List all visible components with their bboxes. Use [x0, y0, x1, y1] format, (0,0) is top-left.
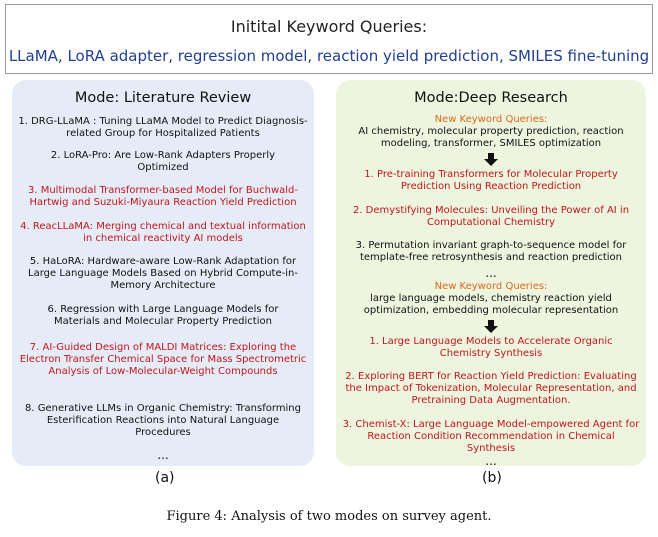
- deep-ellipsis-1: ...: [485, 266, 497, 280]
- deep-research-panel: [336, 80, 646, 466]
- deep-item-3: 3. Permutation invariant graph-to-sequence model for template-free retrosynthesis and reaction prediction: [355, 240, 627, 263]
- literature-review-title: Mode: Literature Review: [74, 90, 252, 106]
- lit-item-8: 8. Generative LLMs in Organic Chemistry: Transforming Esterification Reactions into Natural Language Procedures: [24, 403, 301, 438]
- lit-item-3: 3. Multimodal Transformer-based Model for Buchwald-Hartwig and Suzuki-Miyaura Reaction Yield Prediction: [28, 185, 298, 208]
- deep-item-5: 2. Exploring BERT for Reaction Yield Prediction: Evaluating the Impact of Tokenization, Molecular Representation, and Pretraining Data Augmentation.: [345, 371, 637, 406]
- figure-caption: Figure 4: Analysis of two modes on survey agent.: [166, 509, 492, 524]
- initial-keywords-title: Initital Keyword Queries:: [230, 17, 428, 36]
- lit-item-7: 7. AI-Guided Design of MALDI Matrices: Exploring the Electron Transfer Chemical Space for Mass Spectrometric Analysis of Low-Molecular-Weight Compounds: [19, 342, 307, 377]
- lit-item-5: 5. HaLoRA: Hardware-aware Low-Rank Adaptation for Large Language Models Based on Hybrid Compute-in-Memory Architecture: [28, 256, 298, 291]
- deep-item-1: 1. Pre-training Transformers for Molecular Property Prediction Using Reaction Prediction: [364, 169, 618, 192]
- new-queries-label-1: New Keyword Queries:: [434, 114, 548, 125]
- panel-a-label: (a): [155, 470, 175, 486]
- lit-item-4: 4. ReacLLaMA: Merging chemical and textual information in chemical reactivity AI models: [20, 221, 306, 244]
- lit-item-6: 6. Regression with Large Language Models for Materials and Molecular Property Prediction: [47, 304, 279, 327]
- new-queries-2: large language models, chemistry reaction yield optimization, embedding molecular representation: [363, 293, 619, 316]
- literature-review-panel: [12, 80, 314, 466]
- lit-item-1: 1. DRG-LLaMA : Tuning LLaMA Model to Predict Diagnosis-related Group for Hospitalized Patients: [18, 116, 308, 139]
- panel-b-label: (b): [482, 470, 502, 486]
- lit-item-2: 2. LoRA-Pro: Are Low-Rank Adapters Properly Optimized: [50, 150, 276, 173]
- new-queries-1: AI chemistry, molecular property prediction, reaction modeling, transformer, SMILES optimization: [358, 126, 624, 149]
- lit-ellipsis: ...: [157, 448, 169, 462]
- deep-item-4: 1. Large Language Models to Accelerate Organic Chemistry Synthesis: [369, 336, 613, 359]
- deep-ellipsis-2: ...: [485, 454, 497, 468]
- initial-keywords-list: LLaMA, LoRA adapter, regression model, reaction yield prediction, SMILES fine-tuning: [8, 47, 650, 65]
- deep-item-6: 3. Chemist-X: Large Language Model-empowered Agent for Reaction Condition Recommendation in Chemical Synthesis: [342, 419, 640, 454]
- deep-research-title: Mode:Deep Research: [414, 90, 568, 106]
- initial-keywords-box: [5, 4, 653, 74]
- deep-item-2: 2. Demystifying Molecules: Unveiling the Power of AI in Computational Chemistry: [352, 205, 630, 228]
- new-queries-label-2: New Keyword Queries:: [434, 281, 548, 292]
